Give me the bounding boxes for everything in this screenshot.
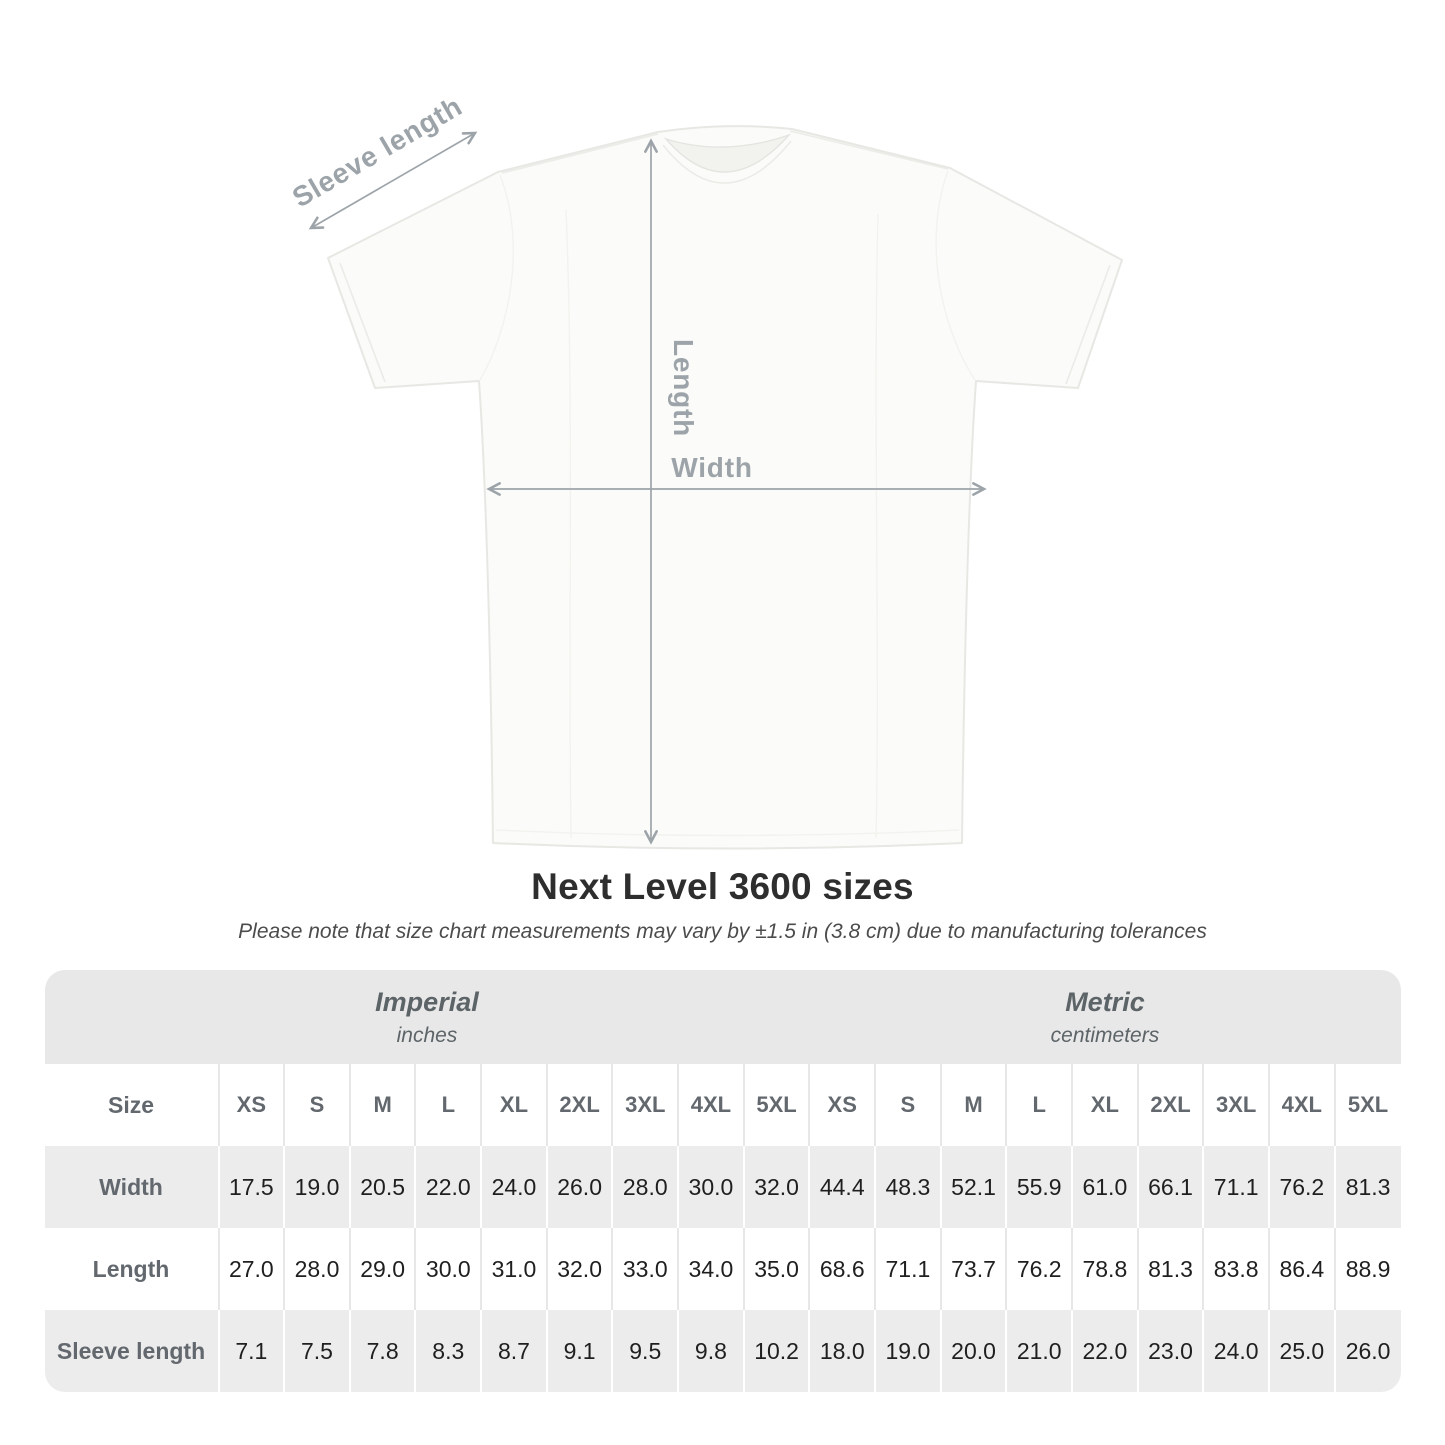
size-header-imperial-5xl: 5XL — [744, 1064, 810, 1146]
size-table-wrap — [45, 970, 1401, 1392]
size-header-metric-3xl: 3XL — [1203, 1064, 1269, 1146]
size-table — [45, 970, 1401, 1392]
width-label: Width — [671, 452, 753, 483]
measurement-value: 28.0 — [284, 1228, 350, 1310]
size-header-metric-m: M — [941, 1064, 1007, 1146]
measurement-value: 35.0 — [744, 1228, 810, 1310]
measurement-value: 71.1 — [1203, 1146, 1269, 1228]
page-title: Next Level 3600 sizes — [531, 866, 914, 907]
measurement-value: 81.3 — [1335, 1146, 1401, 1228]
measurement-value: 68.6 — [809, 1228, 875, 1310]
size-header-metric-xs: XS — [809, 1064, 875, 1146]
measurement-value: 61.0 — [1072, 1146, 1138, 1228]
measurement-value: 18.0 — [809, 1310, 875, 1392]
size-header-imperial-2xl: 2XL — [547, 1064, 613, 1146]
size-header-metric-l: L — [1006, 1064, 1072, 1146]
length-label: Length — [668, 338, 699, 438]
size-header-metric-2xl: 2XL — [1138, 1064, 1204, 1146]
row-label: Sleeve length — [45, 1310, 219, 1392]
measurement-value: 20.0 — [941, 1310, 1007, 1392]
measurement-value: 78.8 — [1072, 1228, 1138, 1310]
measurement-value: 20.5 — [350, 1146, 416, 1228]
measurement-value: 28.0 — [612, 1146, 678, 1228]
measurement-value: 66.1 — [1138, 1146, 1204, 1228]
measurement-value: 8.7 — [481, 1310, 547, 1392]
measurement-value: 22.0 — [1072, 1310, 1138, 1392]
metric-header — [809, 970, 1400, 1064]
measurement-value: 30.0 — [415, 1228, 481, 1310]
measurement-value: 73.7 — [941, 1228, 1007, 1310]
measurement-value: 19.0 — [284, 1146, 350, 1228]
measurement-value: 10.2 — [744, 1310, 810, 1392]
size-header-imperial-xl: XL — [481, 1064, 547, 1146]
measurement-value: 8.3 — [415, 1310, 481, 1392]
size-header-imperial-m: M — [350, 1064, 416, 1146]
measurement-value: 17.5 — [219, 1146, 285, 1228]
row-label: Width — [45, 1146, 219, 1228]
measurement-value: 7.5 — [284, 1310, 350, 1392]
tshirt-silhouette — [328, 126, 1122, 848]
measurement-value: 26.0 — [547, 1146, 613, 1228]
measurement-value: 81.3 — [1138, 1228, 1204, 1310]
measurement-value: 31.0 — [481, 1228, 547, 1310]
measurement-row — [45, 1310, 1401, 1392]
measurement-value: 26.0 — [1335, 1310, 1401, 1392]
measurement-value: 76.2 — [1269, 1146, 1335, 1228]
size-header-imperial-4xl: 4XL — [678, 1064, 744, 1146]
measurement-value: 23.0 — [1138, 1310, 1204, 1392]
measurement-value: 9.1 — [547, 1310, 613, 1392]
imperial-unit: inches — [396, 1024, 458, 1048]
size-header-metric-s: S — [875, 1064, 941, 1146]
measurement-value: 29.0 — [350, 1228, 416, 1310]
size-column-header: Size — [45, 1064, 219, 1146]
size-header-metric-5xl: 5XL — [1335, 1064, 1401, 1146]
measurement-value: 24.0 — [1203, 1310, 1269, 1392]
measurement-value: 83.8 — [1203, 1228, 1269, 1310]
measurement-value: 27.0 — [219, 1228, 285, 1310]
size-header-imperial-3xl: 3XL — [612, 1064, 678, 1146]
measurement-value: 33.0 — [612, 1228, 678, 1310]
tshirt-illustration — [328, 126, 1122, 848]
metric-title: Metric — [1065, 986, 1145, 1017]
measurement-value: 7.1 — [219, 1310, 285, 1392]
measurement-value: 48.3 — [875, 1146, 941, 1228]
size-header-metric-4xl: 4XL — [1269, 1064, 1335, 1146]
metric-unit: centimeters — [1050, 1024, 1160, 1048]
size-header-imperial-s: S — [284, 1064, 350, 1146]
sleeve-length-label: Sleeve length — [286, 90, 468, 214]
measurement-value: 32.0 — [547, 1228, 613, 1310]
size-header-imperial-xs: XS — [219, 1064, 285, 1146]
measurement-value: 76.2 — [1006, 1228, 1072, 1310]
imperial-header — [45, 970, 810, 1064]
measurement-value: 52.1 — [941, 1146, 1007, 1228]
measurement-value: 32.0 — [744, 1146, 810, 1228]
measurement-value: 55.9 — [1006, 1146, 1072, 1228]
measurement-value: 9.8 — [678, 1310, 744, 1392]
row-label: Length — [45, 1228, 219, 1310]
measurement-value: 30.0 — [678, 1146, 744, 1228]
unit-header-row — [45, 970, 1401, 1064]
measurement-value: 9.5 — [612, 1310, 678, 1392]
measurement-value: 86.4 — [1269, 1228, 1335, 1310]
measurement-value: 34.0 — [678, 1228, 744, 1310]
tolerance-note: Please note that size chart measurements may vary by ±1.5 in (3.8 cm) due to manufacturing tolerances — [238, 920, 1207, 943]
measurement-row — [45, 1146, 1401, 1228]
size-header-imperial-l: L — [415, 1064, 481, 1146]
measurement-value: 21.0 — [1006, 1310, 1072, 1392]
imperial-title: Imperial — [375, 986, 479, 1017]
size-header-row — [45, 1064, 1401, 1146]
size-header-metric-xl: XL — [1072, 1064, 1138, 1146]
measurement-value: 19.0 — [875, 1310, 941, 1392]
measurement-value: 25.0 — [1269, 1310, 1335, 1392]
measurement-value: 71.1 — [875, 1228, 941, 1310]
measurement-row — [45, 1228, 1401, 1310]
measurement-value: 22.0 — [415, 1146, 481, 1228]
measurement-value: 24.0 — [481, 1146, 547, 1228]
measurement-value: 44.4 — [809, 1146, 875, 1228]
measurement-value: 88.9 — [1335, 1228, 1401, 1310]
measurement-value: 7.8 — [350, 1310, 416, 1392]
